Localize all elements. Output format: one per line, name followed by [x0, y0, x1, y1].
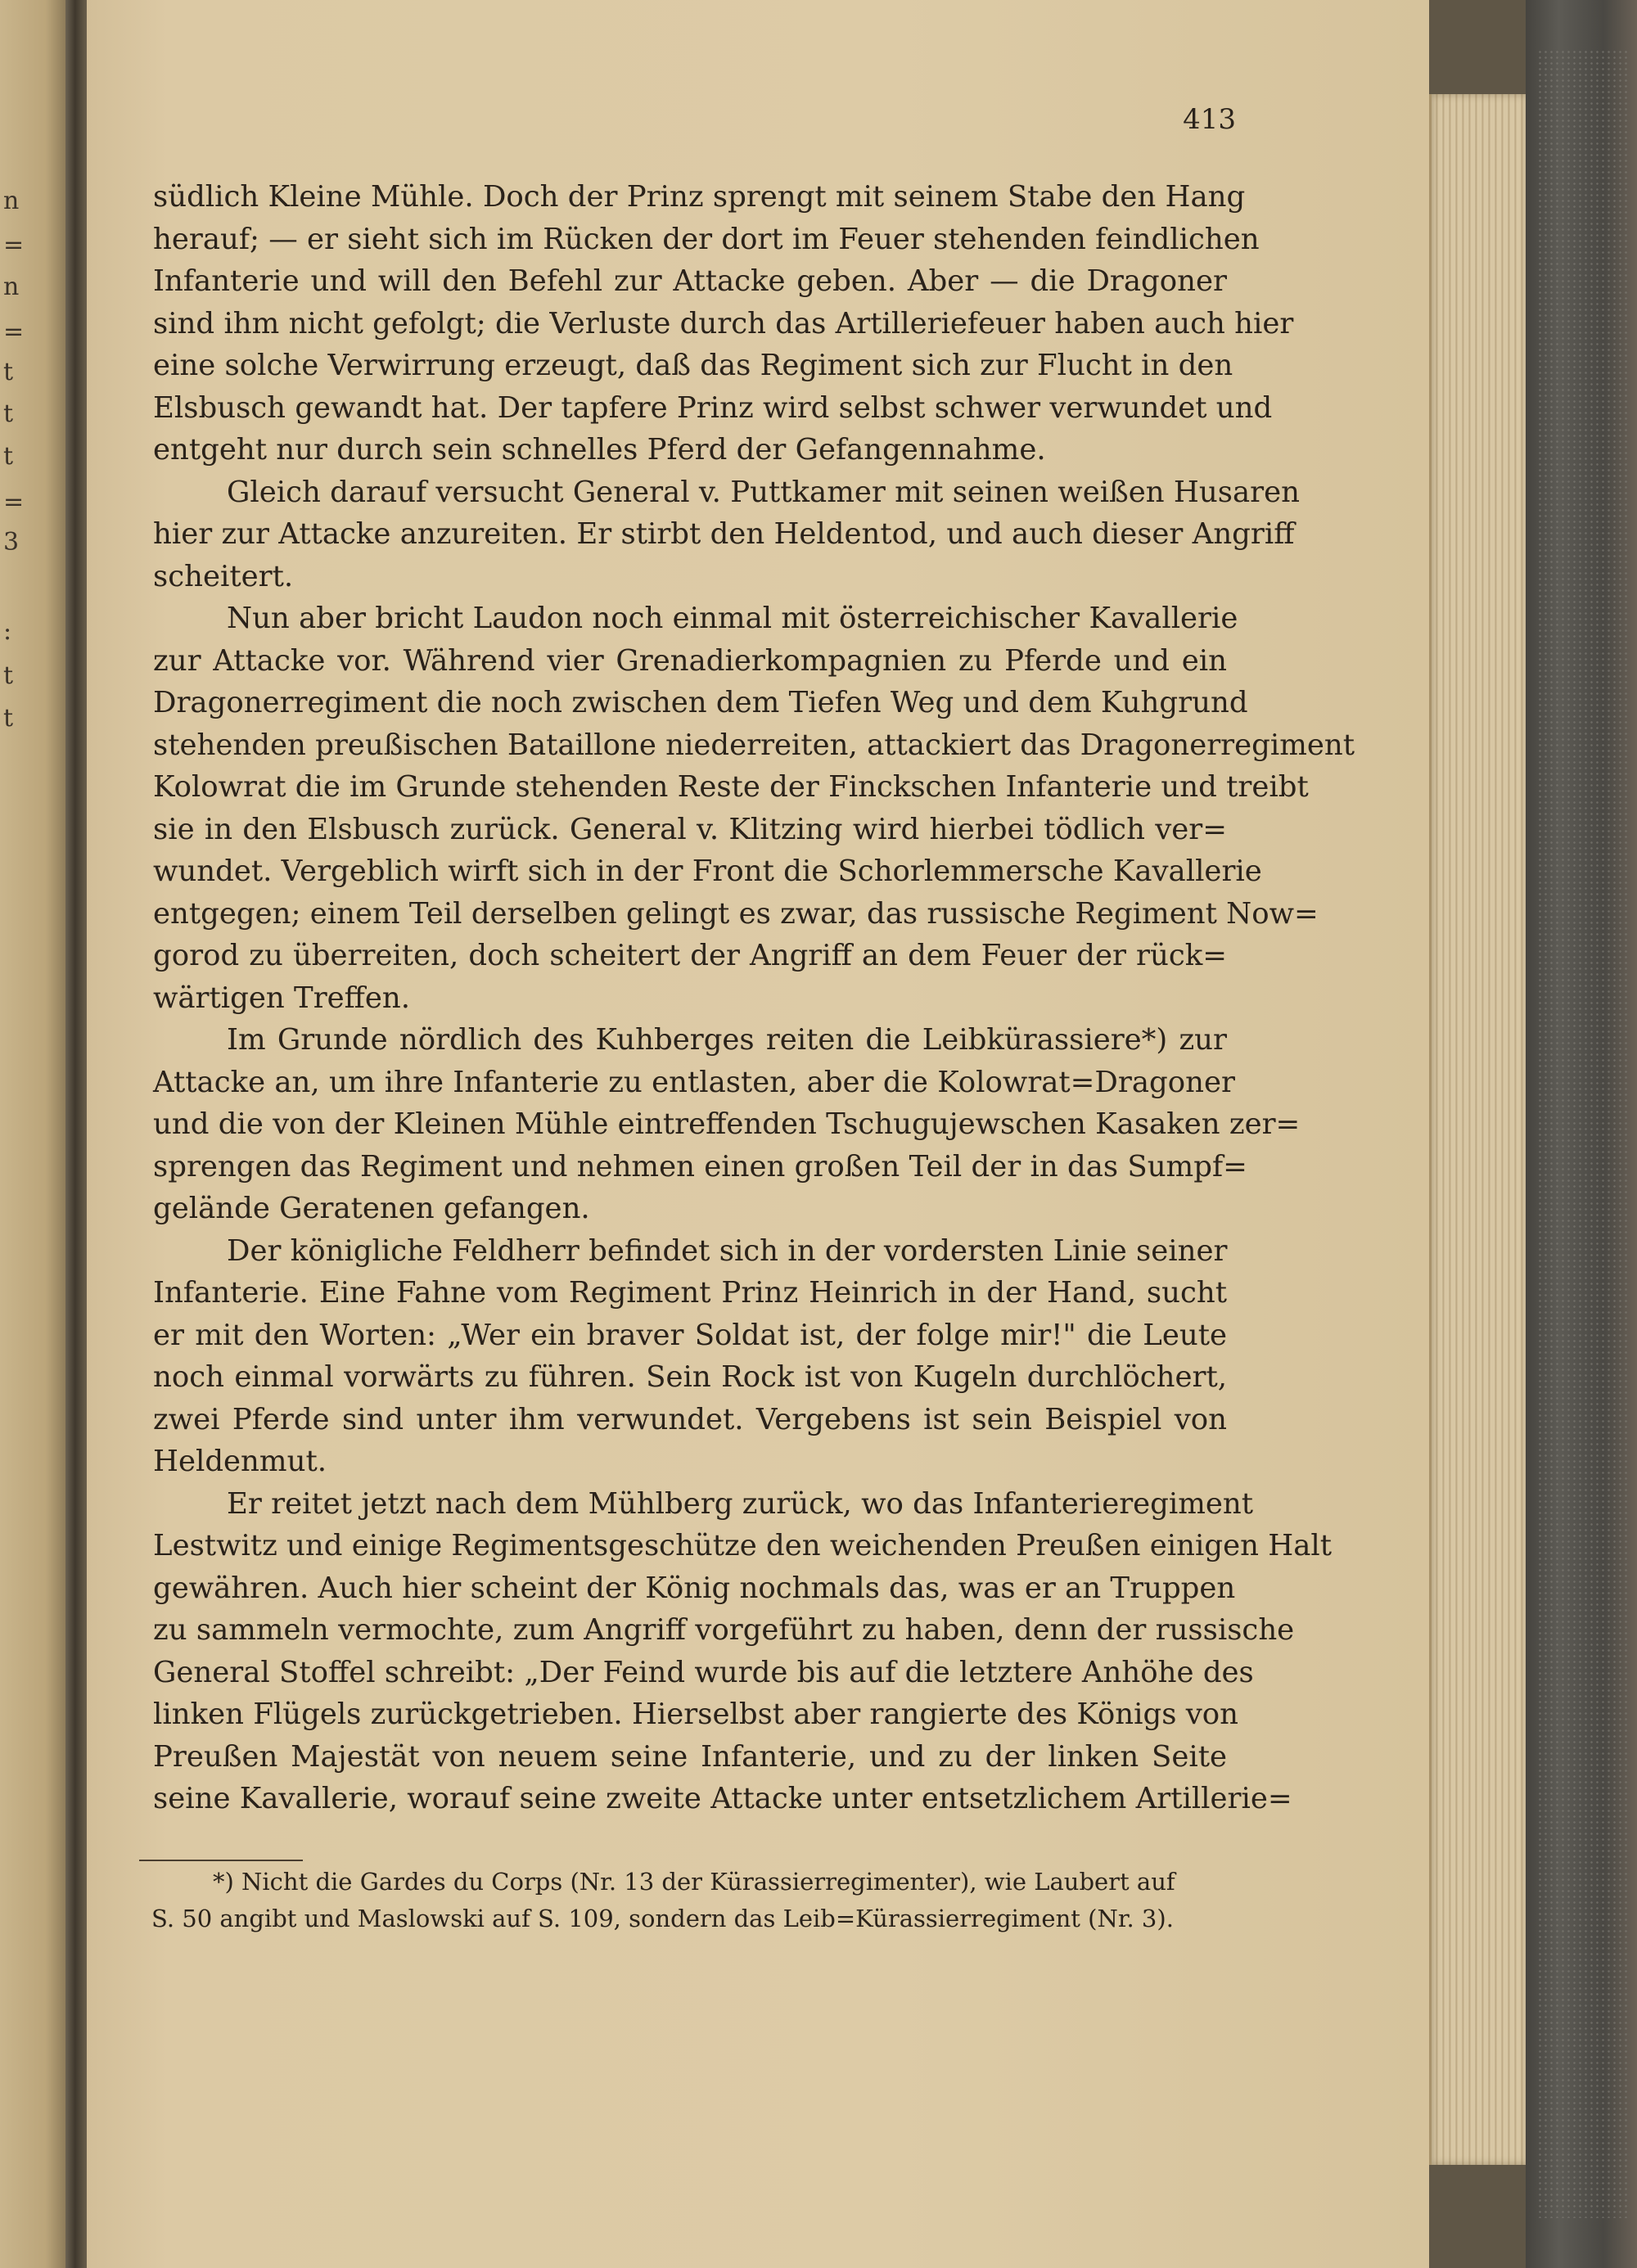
text-line: wärtigen Treffen. [153, 981, 411, 1015]
footnote-line: *) Nicht die Gardes du Corps (Nr. 13 der Kürassierregimenter), wie Laubert auf [213, 1868, 1175, 1896]
page-block-edges [1429, 94, 1528, 2165]
left-page-fragment: = [3, 488, 25, 516]
left-page-fragment: t [3, 704, 14, 733]
text-line: Preußen Majestät von neuem seine Infanterie, und zu der linken Seite [153, 1739, 1227, 1774]
text-line: noch einmal vorwärts zu führen. Sein Rock ist von Kugeln durchlöchert, [153, 1360, 1227, 1394]
text-line: südlich Kleine Mühle. Doch der Prinz sprengt mit seinem Stabe den Hang [153, 180, 1246, 214]
text-line: Kolowrat die im Grunde stehenden Reste der Finckschen Infanterie und treibt [153, 770, 1309, 804]
text-line: hier zur Attacke anzureiten. Er stirbt den Heldentod, und auch dieser Angriff [153, 517, 1295, 551]
text-line: sind ihm nicht gefolgt; die Verluste durch das Artilleriefeuer haben auch hier [153, 306, 1294, 340]
text-line: sprengen das Regiment und nehmen einen großen Teil der in das Sumpf= [153, 1149, 1247, 1184]
left-page-fragment: = [3, 231, 25, 259]
text-line: General Stoffel schreibt: „Der Feind wurde bis auf die letztere Anhöhe des [153, 1655, 1254, 1689]
cover-texture [1537, 49, 1627, 2218]
text-line: gelände Geratenen gefangen. [153, 1192, 590, 1225]
text-line: er mit den Worten: „Wer ein braver Soldat ist, der folge mir!" die Leute [153, 1318, 1227, 1352]
left-page-fragment: t [3, 399, 14, 428]
text-line: Der königliche Feldherr befindet sich in der vordersten Linie seiner [227, 1233, 1228, 1268]
text-line: Infanterie. Eine Fahne vom Regiment Prinz Heinrich in der Hand, sucht [153, 1276, 1227, 1310]
text-line: Nun aber bricht Laudon noch einmal mit österreichischer Kavallerie [227, 602, 1238, 635]
left-page-fragment: t [3, 358, 14, 386]
text-line: Elsbusch gewandt hat. Der tapfere Prinz wird selbst schwer verwundet und [153, 390, 1273, 425]
text-line: stehenden preußischen Bataillone niederreiten, attackiert das Dragonerregiment [153, 728, 1355, 762]
left-page-fragment: : [3, 617, 12, 646]
text-line: Lestwitz und einige Regimentsgeschütze den weichenden Preußen einigen Halt [153, 1529, 1332, 1562]
text-line: sie in den Elsbusch zurück. General v. Klitzing wird hierbei tödlich ver= [153, 812, 1227, 846]
text-line: eine solche Verwirrung erzeugt, daß das Regiment sich zur Flucht in den [153, 349, 1233, 382]
text-line: entgegen; einem Teil derselben gelingt es zwar, das russische Regiment Now= [153, 896, 1319, 931]
body-text [153, 176, 1355, 1820]
page-number: 413 [1183, 103, 1236, 136]
left-page-fragment: n [3, 273, 20, 301]
text-line: gewähren. Auch hier scheint der König nochmals das, was er an Truppen [153, 1571, 1236, 1605]
text-line: und die von der Kleinen Mühle eintreffenden Tschugujewschen Kasaken zer= [153, 1107, 1301, 1141]
left-page-fragment: n [3, 187, 20, 215]
footnote-line: S. 50 angibt und Maslowski auf S. 109, sondern das Leib=Kürassierregiment (Nr. 3). [151, 1905, 1174, 1932]
text-line: Dragonerregiment die noch zwischen dem Tiefen Weg und dem Kuhgrund [153, 686, 1248, 719]
text-line: gorod zu überreiten, doch scheitert der Angriff an dem Feuer der rück= [153, 939, 1227, 972]
left-page-fragment: t [3, 442, 14, 471]
text-line: Gleich darauf versucht General v. Puttkamer mit seinen weißen Husaren [227, 475, 1300, 509]
text-line: zur Attacke vor. Während vier Grenadierkompagnien zu Pferde und ein [153, 643, 1227, 678]
footnote-rule [139, 1860, 303, 1861]
left-page-fragment: = [3, 318, 25, 346]
left-page-fragment: 3 [3, 528, 20, 557]
footnotes [151, 1864, 1205, 1937]
left-page-fragment: t [3, 661, 14, 690]
text-line: Er reitet jetzt nach dem Mühlberg zurück, wo das Infanterieregiment [227, 1486, 1254, 1521]
text-line: zu sammeln vermochte, zum Angriff vorgeführt zu haben, denn der russische [153, 1613, 1295, 1647]
text-line: Heldenmut. [153, 1445, 327, 1478]
text-line: seine Kavallerie, worauf seine zweite Attacke unter entsetzlichem Artillerie= [153, 1782, 1292, 1815]
text-line: linken Flügels zurückgetrieben. Hierselbst aber rangierte des Königs von [153, 1698, 1239, 1731]
text-line: zwei Pferde sind unter ihm verwundet. Vergebens ist sein Beispiel von [153, 1402, 1227, 1436]
text-line: wundet. Vergeblich wirft sich in der Front die Schorlemmersche Kavallerie [153, 854, 1262, 888]
text-line: Infanterie und will den Befehl zur Attacke geben. Aber — die Dragoner [153, 264, 1227, 298]
text-line: Im Grunde nördlich des Kuhberges reiten die Leibkürassiere*) zur [227, 1023, 1227, 1057]
text-line: herauf; — er sieht sich im Rücken der dort im Feuer stehenden feindlichen [153, 222, 1260, 256]
text-line: scheitert. [153, 559, 294, 593]
text-line: entgeht nur durch sein schnelles Pferd der Gefangennahme. [153, 433, 1046, 467]
left-page-edge [0, 0, 65, 2268]
book-gutter [65, 0, 87, 2268]
text-line: Attacke an, um ihre Infanterie zu entlasten, aber die Kolowrat=Dragoner [153, 1065, 1235, 1099]
